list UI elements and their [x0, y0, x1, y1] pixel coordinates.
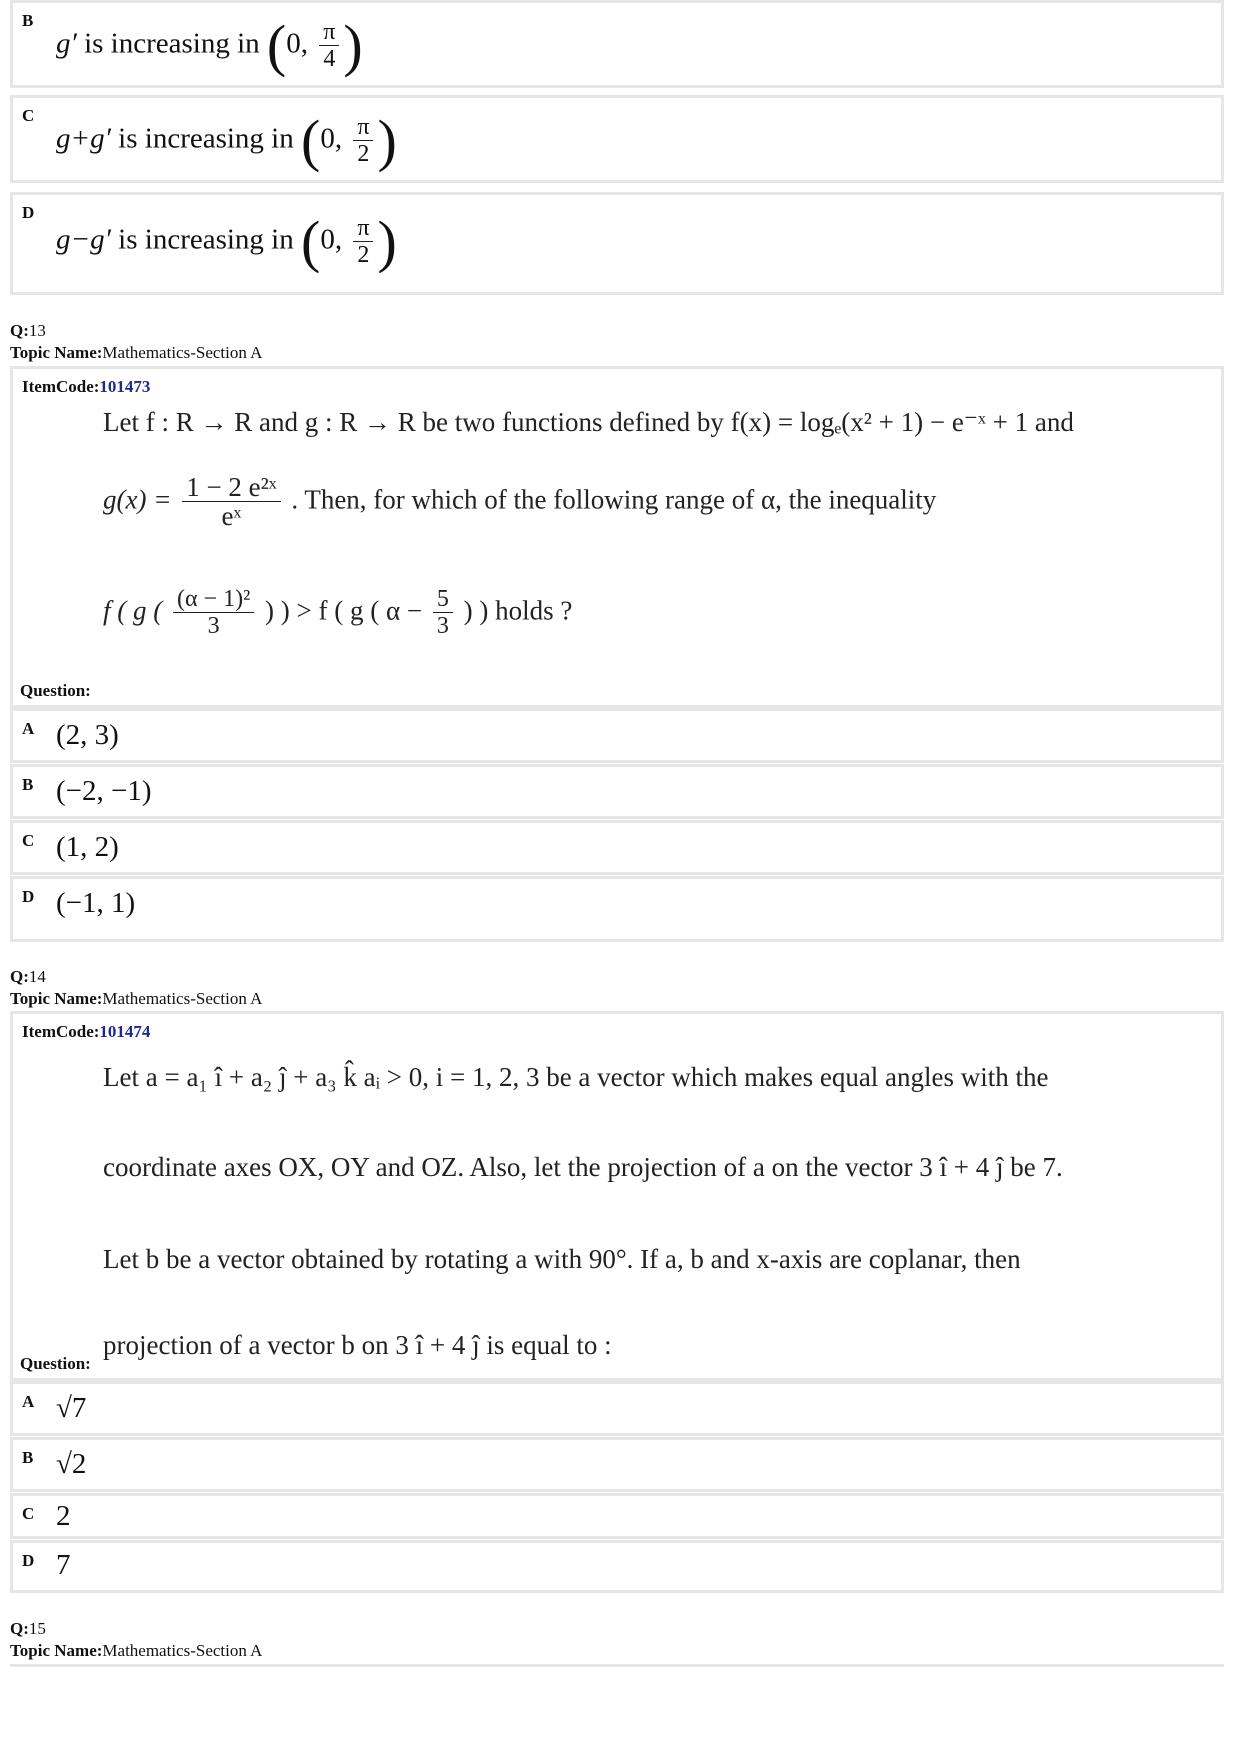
question-label: Question: — [20, 681, 91, 700]
q14-option-d[interactable]: D 7 — [10, 1540, 1224, 1593]
q14-line-3: Let b be a vector obtained by rotating a with 90°. If a, b and x-axis are coplanar, then — [103, 1244, 1021, 1274]
q13-question-box — [10, 366, 1224, 708]
q14-line-4: projection of a vector b on 3 î + 4 ĵ is equal to : — [103, 1330, 612, 1360]
q13-option-a[interactable]: A (2, 3) — [10, 708, 1224, 763]
q14-header: Q:14 Topic Name:Mathematics-Section A — [10, 967, 263, 1008]
option-value: √2 — [56, 1448, 87, 1480]
option-letter: D — [22, 203, 35, 222]
q13-line-2: g(x) = $\frac{\text{1 − 2 e²ˣ}}{\text{eˣ}}$ . Then, for which of the following range of α, the inequality — [103, 472, 937, 532]
divider — [10, 1664, 1224, 1667]
q14-option-a[interactable]: A √7 — [10, 1381, 1224, 1436]
q12-option-d[interactable] — [10, 192, 1224, 295]
q14-option-c[interactable]: C 2 — [10, 1493, 1224, 1539]
option-value: 7 — [56, 1549, 71, 1581]
option-value: √7 — [56, 1392, 87, 1424]
q13-option-c[interactable]: C (1, 2) — [10, 820, 1224, 875]
question-number: 14 — [28, 967, 46, 986]
topic-name: Mathematics-Section A — [102, 1641, 263, 1660]
item-code: ItemCode:101474 — [22, 1022, 151, 1041]
item-code: ItemCode:101473 — [22, 377, 151, 396]
option-math: g−g′ is increasing in (0, $\frac{\pi}{2}$ ) — [56, 209, 397, 274]
option-value: (−2, −1) — [56, 775, 152, 807]
q14-line-1: Let a = a₁ î + a₂ ĵ + a₃ k̂ aᵢ > 0, i = 1, 2, 3 be a vector which makes equal angles with the — [103, 1062, 1049, 1092]
option-letter: C — [22, 106, 35, 125]
option-value: 2 — [56, 1500, 71, 1532]
q15-header: Q:15 Topic Name:Mathematics-Section A — [10, 1619, 263, 1660]
option-letter: B — [22, 11, 34, 30]
q13-line-3: f ( g ( $\frac{\text{(α − 1)²}}{3}$ ) ) > f ( g ( α − $\frac{5}{3}$ ) ) holds ? — [103, 586, 573, 640]
option-value: (1, 2) — [56, 831, 119, 863]
question-number: 15 — [28, 1619, 46, 1638]
q14-question-box — [10, 1011, 1224, 1381]
option-math: g′ is increasing in (0, $\frac{\pi}{4}$ ) — [56, 13, 363, 78]
q13-option-b[interactable]: B (−2, −1) — [10, 764, 1224, 819]
q13-line-1: Let f : R → R and g : R → R be two functions defined by f(x) = logₑ(x² + 1) − e⁻ˣ + 1 and — [103, 407, 1074, 437]
q13-header: Q:13 Topic Name:Mathematics-Section A — [10, 321, 263, 362]
q14-line-2: coordinate axes OX, OY and OZ. Also, let the projection of a on the vector 3 î + 4 ĵ be 7. — [103, 1152, 1063, 1182]
q13-option-d[interactable]: D (−1, 1) — [10, 876, 1224, 942]
q12-option-b[interactable] — [10, 0, 1224, 88]
topic-name: Mathematics-Section A — [102, 343, 263, 362]
option-math: g+g′ is increasing in (0, $\frac{\pi}{2}$ ) — [56, 108, 397, 173]
question-label: Question: — [20, 1354, 91, 1373]
option-value: (−1, 1) — [56, 887, 136, 919]
topic-name: Mathematics-Section A — [102, 989, 263, 1008]
question-number: 13 — [28, 321, 46, 340]
q12-option-c[interactable] — [10, 95, 1224, 183]
q14-option-b[interactable]: B √2 — [10, 1437, 1224, 1492]
option-value: (2, 3) — [56, 719, 119, 751]
